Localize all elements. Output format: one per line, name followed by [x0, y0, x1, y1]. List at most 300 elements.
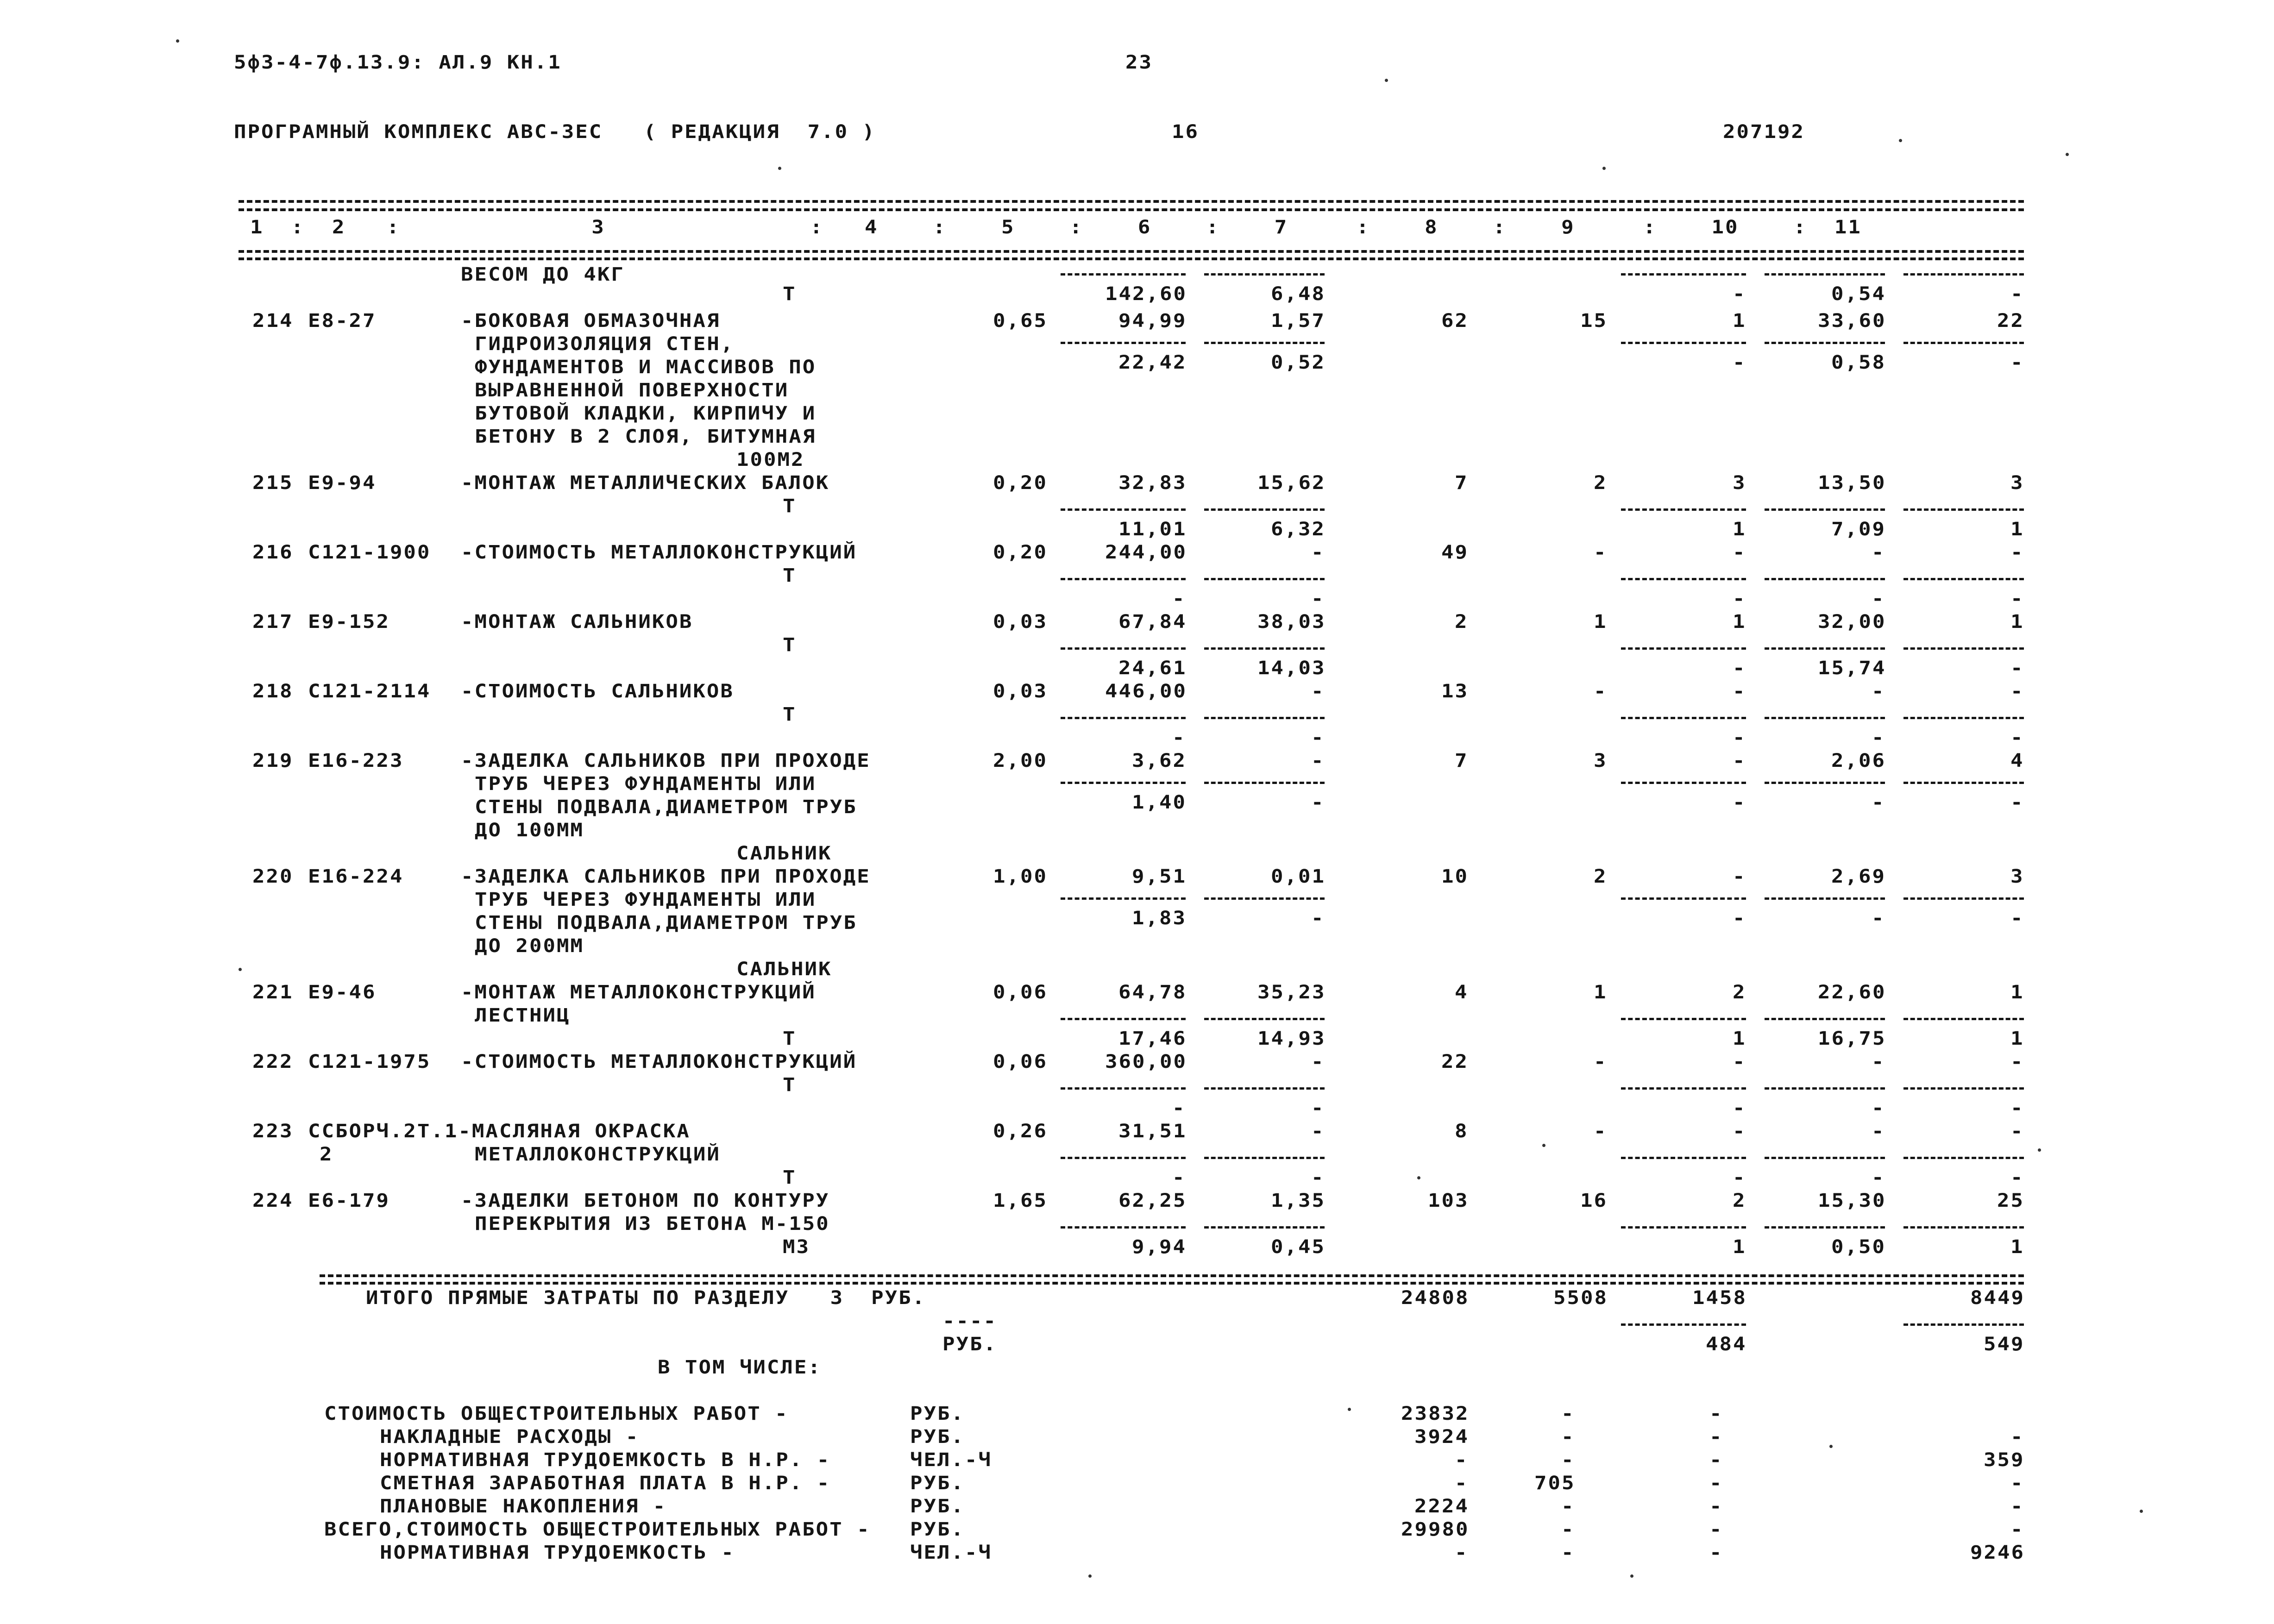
subtotal-rule: [1204, 1087, 1325, 1090]
cell-s1c: -: [1709, 1403, 1723, 1424]
cell-r224k2: 1: [2010, 1236, 2024, 1258]
subtotal-rule: [1621, 782, 1746, 784]
cell-r221d2: ЛЕСТНИЦ: [475, 1004, 571, 1026]
cell-r218w: -: [1733, 680, 1746, 702]
cell-s3d: 359: [1984, 1449, 2025, 1471]
cell-r218m: -: [1311, 680, 1325, 702]
cell-t2l: РУБ.: [942, 1333, 997, 1355]
cell-r224s: 103: [1428, 1190, 1469, 1211]
cell-r219k: 4: [2010, 750, 2024, 771]
subtotal-rule: [1621, 647, 1746, 650]
subtotal-rule: [1765, 647, 1885, 650]
subtotal-rule: [1765, 578, 1885, 580]
cell-r214d4: ВЫРАВНЕННОЙ ПОВЕРХНОСТИ: [475, 379, 789, 401]
cell-r224n: 224: [252, 1190, 294, 1211]
subtotal-rule: [1061, 717, 1186, 719]
cell-r215h: 13,50: [1818, 472, 1886, 494]
column-header: 1 : 2 : 3 : 4 : 5 : 6 : 7 : 8 : 9 : 10 : 11: [250, 216, 1862, 238]
cell-r219h: 2,06: [1831, 750, 1886, 771]
cell-r216m: -: [1311, 541, 1325, 563]
cell-r217c: Е9-152: [308, 611, 390, 633]
cell-r217m: 38,03: [1257, 611, 1326, 633]
cell-r214h: 33,60: [1818, 310, 1886, 332]
cell-c0b: 6,48: [1271, 283, 1325, 305]
subtotal-rule: [1204, 1018, 1325, 1020]
subtotal-rule: [1204, 273, 1325, 276]
cell-r224d1: -ЗАДЕЛКИ БЕТОНОМ ПО КОНТУРУ: [461, 1190, 830, 1211]
section-end-rule-2: [320, 1282, 2024, 1285]
cell-s4b: 705: [1534, 1472, 1576, 1494]
subtotal-rule: [1621, 1087, 1746, 1090]
subtotal-rule: [1903, 273, 2024, 276]
subtotal-rule: [1204, 508, 1325, 511]
cell-r223w2: -: [1733, 1166, 1746, 1188]
cell-r219h2: -: [1872, 791, 1885, 813]
subtotal-rule: [1204, 342, 1325, 344]
cell-r222w: -: [1733, 1051, 1746, 1072]
cell-r215s: 7: [1455, 472, 1469, 494]
cell-r216w: -: [1733, 541, 1746, 563]
cell-r216k: -: [2010, 541, 2024, 563]
cell-r223c: ССБОРЧ.2Т.1-МАСЛЯНАЯ ОКРАСКА: [308, 1120, 691, 1142]
cell-c0d: 0,54: [1831, 283, 1886, 305]
cell-s2l: НАКЛАДНЫЕ РАСХОДЫ -: [380, 1426, 640, 1448]
cell-r220c: Е16-224: [308, 865, 404, 887]
cell-r214d1: -БОКОВАЯ ОБМАЗОЧНАЯ: [461, 310, 721, 332]
cell-c0e: -: [2010, 283, 2024, 305]
cell-r224q: 1,65: [993, 1190, 1048, 1211]
cell-r217w2: -: [1733, 657, 1746, 679]
cell-c0u: Т: [783, 283, 797, 305]
cell-t1d: 8449: [1970, 1287, 2025, 1309]
cell-r223s: 8: [1455, 1120, 1469, 1142]
cell-r219e: 3: [1594, 750, 1608, 771]
scan-speck: [1630, 1574, 1633, 1578]
cell-r218m2: -: [1311, 727, 1325, 748]
cell-r216p: 244,00: [1105, 541, 1187, 563]
cell-r221m: 35,23: [1257, 981, 1326, 1003]
scan-speck: [1899, 139, 1902, 142]
subtotal-rule: [1765, 1018, 1885, 1020]
cell-r221q: 0,06: [993, 981, 1048, 1003]
cell-r216w2: -: [1733, 588, 1746, 609]
cell-s7u: ЧЕЛ.-Ч: [910, 1542, 992, 1563]
cell-r215w2: 1: [1733, 518, 1746, 540]
subtotal-rule: [1061, 1087, 1186, 1090]
cell-r223k2: -: [2010, 1166, 2024, 1188]
cell-r219c: Е16-223: [308, 750, 404, 771]
cell-r218s: 13: [1441, 680, 1469, 702]
cell-s3l: НОРМАТИВНАЯ ТРУДОЕМКОСТЬ В Н.Р. -: [380, 1449, 831, 1471]
cell-r222u: Т: [783, 1074, 797, 1096]
cell-s7b: -: [1561, 1542, 1575, 1563]
cell-r218k2: -: [2010, 727, 2024, 748]
cell-r220d3: СТЕНЫ ПОДВАЛА,ДИАМЕТРОМ ТРУБ: [475, 912, 857, 934]
cell-s3u: ЧЕЛ.-Ч: [910, 1449, 992, 1471]
subtotal-rule: [1621, 508, 1746, 511]
cell-r220d2: ТРУБ ЧЕРЕЗ ФУНДАМЕНТЫ ИЛИ: [475, 889, 817, 910]
cell-r221k2: 1: [2010, 1028, 2024, 1049]
cell-c0: ВЕСОМ ДО 4КГ: [461, 263, 625, 285]
cell-r221e: 1: [1594, 981, 1608, 1003]
subtotal-rule: [1903, 1018, 2024, 1020]
subtotal-rule: [1621, 717, 1746, 719]
cell-r221w: 2: [1733, 981, 1746, 1003]
subtotal-rule: [1903, 782, 2024, 784]
cell-s3c: -: [1709, 1449, 1723, 1471]
cell-s6c: -: [1709, 1518, 1723, 1540]
cell-r224e: 16: [1580, 1190, 1608, 1211]
cell-s4u: РУБ.: [910, 1472, 965, 1494]
subtotal-rule: [1061, 782, 1186, 784]
cell-r217u: Т: [783, 634, 797, 656]
cell-s6b: -: [1561, 1518, 1575, 1540]
cell-r220p2: 1,83: [1132, 907, 1187, 929]
cell-s6a: 29980: [1401, 1518, 1470, 1540]
subtotal-rule: [1903, 1226, 2024, 1229]
cell-r214n: 214: [252, 310, 294, 332]
cell-r224p2: 9,94: [1132, 1236, 1187, 1258]
subtotal-rule: [1204, 717, 1325, 719]
cell-r220p: 9,51: [1132, 865, 1187, 887]
subtotal-rule: [1765, 1226, 1885, 1229]
cell-s4l: СМЕТНАЯ ЗАРАБОТНАЯ ПЛАТА В Н.Р. -: [380, 1472, 831, 1494]
cell-r224h2: 0,50: [1831, 1236, 1886, 1258]
cell-r215m: 15,62: [1257, 472, 1326, 494]
cell-r216c: С121-1900: [308, 541, 431, 563]
cell-r218h2: -: [1872, 727, 1885, 748]
cell-r220u: САЛЬНИК: [736, 958, 832, 980]
cell-r223n: 223: [252, 1120, 294, 1142]
scan-speck: [1829, 1445, 1833, 1448]
scan-speck: [778, 167, 781, 170]
cell-r215m2: 6,32: [1271, 518, 1325, 540]
cell-r214e: 15: [1580, 310, 1608, 332]
cell-s5d: -: [2010, 1495, 2024, 1517]
subtotal-rule: [1061, 647, 1186, 650]
cell-r219n: 219: [252, 750, 294, 771]
subtotal-rule: [1061, 342, 1186, 344]
cell-r214w: 1: [1733, 310, 1746, 332]
cell-r221p: 64,78: [1118, 981, 1187, 1003]
cell-s5c: -: [1709, 1495, 1723, 1517]
cell-r214h2: 0,58: [1831, 351, 1886, 373]
cell-r214s: 62: [1441, 310, 1469, 332]
cell-s1a: 23832: [1401, 1403, 1470, 1424]
subtotal-rule: [1765, 1157, 1885, 1159]
cell-t2c: 484: [1706, 1333, 1747, 1355]
cell-r219d3: СТЕНЫ ПОДВАЛА,ДИАМЕТРОМ ТРУБ: [475, 796, 857, 818]
cell-r223h: -: [1872, 1120, 1885, 1142]
cell-s2a: 3924: [1414, 1426, 1469, 1448]
subtotal-rule: [1903, 342, 2024, 344]
cell-s7d: 9246: [1970, 1542, 2025, 1563]
cell-r224w: 2: [1733, 1190, 1746, 1211]
cell-r220d4: ДО 200ММ: [475, 935, 584, 957]
cell-s3b: -: [1561, 1449, 1575, 1471]
cell-r222m2: -: [1311, 1097, 1325, 1119]
cell-r222p: 360,00: [1105, 1051, 1187, 1072]
header-bottom-rule-2: [239, 257, 2024, 260]
cell-s1b: -: [1561, 1403, 1575, 1424]
subtotal-rule: [1061, 1226, 1186, 1229]
cell-r216e: -: [1594, 541, 1608, 563]
cell-r217k: 1: [2010, 611, 2024, 633]
cell-r221s: 4: [1455, 981, 1469, 1003]
scan-speck: [239, 968, 242, 971]
cell-r216n: 216: [252, 541, 294, 563]
cell-r221p2: 17,46: [1118, 1028, 1187, 1049]
subtotal-rule: [1621, 1157, 1746, 1159]
subtotal-rule: [1765, 342, 1885, 344]
subtotal-rule: [1204, 1157, 1325, 1159]
cell-r223m: -: [1311, 1120, 1325, 1142]
sheet-number: 16: [1172, 121, 1199, 143]
cell-s5a: 2224: [1414, 1495, 1469, 1517]
subtotal-rule: [1903, 897, 2024, 900]
cell-r223p: 31,51: [1118, 1120, 1187, 1142]
cell-t1l: ИТОГО ПРЯМЫЕ ЗАТРАТЫ ПО РАЗДЕЛУ 3 РУБ.: [366, 1287, 926, 1309]
cell-r221m2: 14,93: [1257, 1028, 1326, 1049]
subtotal-rule: [1621, 273, 1746, 276]
cell-r215n: 215: [252, 472, 294, 494]
cell-r221n: 221: [252, 981, 294, 1003]
cell-r222p2: -: [1172, 1097, 1186, 1119]
cell-r217h2: 15,74: [1818, 657, 1886, 679]
subtotal-rule: [1621, 578, 1746, 580]
cell-s7c: -: [1709, 1542, 1723, 1563]
section-end-rule: [320, 1274, 2024, 1277]
date-code: 207192: [1723, 121, 1805, 143]
scan-speck: [1348, 1408, 1351, 1411]
cell-r214d5: БУТОВОЙ КЛАДКИ, КИРПИЧУ И: [475, 402, 817, 424]
cell-r222e: -: [1594, 1051, 1608, 1072]
cell-r218e: -: [1594, 680, 1608, 702]
cell-r215p2: 11,01: [1118, 518, 1187, 540]
cell-s4c: -: [1709, 1472, 1723, 1494]
cell-r214d6: БЕТОНУ В 2 СЛОЯ, БИТУМНАЯ: [475, 426, 817, 447]
cell-r223w: -: [1733, 1120, 1746, 1142]
cell-r222c: С121-1975: [308, 1051, 431, 1072]
cell-r217n: 217: [252, 611, 294, 633]
cell-r223u: Т: [783, 1166, 797, 1188]
cell-s5b: -: [1561, 1495, 1575, 1517]
cell-s6u: РУБ.: [910, 1518, 965, 1540]
cell-r224m2: 0,45: [1271, 1236, 1325, 1258]
cell-r220q: 1,00: [993, 865, 1048, 887]
subtotal-rule: [1765, 897, 1885, 900]
cell-r221h: 22,60: [1818, 981, 1886, 1003]
cell-r214p2: 22,42: [1118, 351, 1187, 373]
cell-r222n: 222: [252, 1051, 294, 1072]
cell-r214m2: 0,52: [1271, 351, 1325, 373]
cell-r218d1: -СТОИМОСТЬ САЛЬНИКОВ: [461, 680, 734, 702]
cell-r217p: 67,84: [1118, 611, 1187, 633]
cell-s2c: -: [1709, 1426, 1723, 1448]
cell-r224u: М3: [783, 1236, 810, 1258]
cell-r224k: 25: [1997, 1190, 2024, 1211]
subtotal-rule: [1765, 782, 1885, 784]
cell-r221c: Е9-46: [308, 981, 377, 1003]
subtotal-rule: [1765, 1087, 1885, 1090]
cell-r215k2: 1: [2010, 518, 2024, 540]
cell-r219m2: -: [1311, 791, 1325, 813]
scan-speck: [1417, 1176, 1420, 1179]
cell-s5u: РУБ.: [910, 1495, 965, 1517]
cell-r216q: 0,20: [993, 541, 1048, 563]
cell-r222q: 0,06: [993, 1051, 1048, 1072]
subtotal-rule: [1204, 647, 1325, 650]
subtotal-rule: [1903, 1157, 2024, 1159]
cell-r216s: 49: [1441, 541, 1469, 563]
subtotal-rule: [1204, 578, 1325, 580]
cell-r219d4: ДО 100ММ: [475, 819, 584, 841]
cell-r223m2: -: [1311, 1166, 1325, 1188]
cell-r220w: -: [1733, 865, 1746, 887]
cell-t1b: 5508: [1553, 1287, 1608, 1309]
cell-r219s: 7: [1455, 750, 1469, 771]
cell-r219m: -: [1311, 750, 1325, 771]
scan-speck: [1602, 167, 1606, 170]
cell-r218w2: -: [1733, 727, 1746, 748]
cell-r215d1: -МОНТАЖ МЕТАЛЛИЧЕСКИХ БАЛОК: [461, 472, 830, 494]
subtotal-rule: [1204, 782, 1325, 784]
cell-r220d1: -ЗАДЕЛКА САЛЬНИКОВ ПРИ ПРОХОДЕ: [461, 865, 871, 887]
cell-r219d2: ТРУБ ЧЕРЕЗ ФУНДАМЕНТЫ ИЛИ: [475, 773, 817, 795]
cell-r218h: -: [1872, 680, 1885, 702]
cell-t2d: 549: [1984, 1333, 2025, 1355]
subtotal-rule: [1903, 717, 2024, 719]
cell-r221w2: 1: [1733, 1028, 1746, 1049]
cell-r215h2: 7,09: [1831, 518, 1886, 540]
cell-r222h2: -: [1872, 1097, 1885, 1119]
cell-c0c: -: [1733, 283, 1746, 305]
cell-r222k2: -: [2010, 1097, 2024, 1119]
header-bottom-rule: [239, 250, 2024, 253]
cell-r218q: 0,03: [993, 680, 1048, 702]
subtotal-rule: [1204, 1226, 1325, 1229]
cell-r224w2: 1: [1733, 1236, 1746, 1258]
cell-r224c: Е6-179: [308, 1190, 390, 1211]
subtotal-rule: [1903, 647, 2024, 650]
cell-s7a: -: [1455, 1542, 1469, 1563]
cell-r224d2: ПЕРЕКРЫТИЯ ИЗ БЕТОНА М-150: [475, 1213, 830, 1235]
cell-s7l: НОРМАТИВНАЯ ТРУДОЕМКОСТЬ -: [380, 1542, 735, 1563]
cell-r221h2: 16,75: [1818, 1028, 1886, 1049]
cell-r220s: 10: [1441, 865, 1469, 887]
subtotal-rule: [1903, 1323, 2024, 1326]
cell-r218n: 218: [252, 680, 294, 702]
cell-r223d2: МЕТАЛЛОКОНСТРУКЦИЙ: [475, 1143, 721, 1165]
table-top-rule: [239, 200, 2024, 203]
cell-r218p2: -: [1172, 727, 1186, 748]
subtotal-rule: [1061, 508, 1186, 511]
cell-t2dash: ----: [942, 1310, 997, 1332]
scan-speck: [176, 39, 179, 43]
cell-r220k: 3: [2010, 865, 2024, 887]
cell-s2b: -: [1561, 1426, 1575, 1448]
cell-r223h2: -: [1872, 1166, 1885, 1188]
document-code: 5ф3-4-7ф.13.9: АЛ.9 КН.1: [234, 51, 562, 73]
cell-s1u: РУБ.: [910, 1403, 965, 1424]
cell-r219p: 3,62: [1132, 750, 1187, 771]
cell-t1c: 1458: [1692, 1287, 1747, 1309]
subtotal-rule: [1903, 1087, 2024, 1090]
scan-speck: [2066, 153, 2069, 156]
cell-c0a: 142,60: [1105, 283, 1187, 305]
cell-r224h: 15,30: [1818, 1190, 1886, 1211]
cell-r223c2: 2: [320, 1143, 333, 1165]
cell-s2d: -: [2010, 1426, 2024, 1448]
scan-speck: [1542, 1144, 1545, 1147]
cell-r220h2: -: [1872, 907, 1885, 929]
cell-r217s: 2: [1455, 611, 1469, 633]
cell-t3l: В ТОМ ЧИСЛЕ:: [658, 1356, 822, 1378]
cell-r217d1: -МОНТАЖ САЛЬНИКОВ: [461, 611, 693, 633]
cell-r223e: -: [1594, 1120, 1608, 1142]
cell-r221k: 1: [2010, 981, 2024, 1003]
cell-r214k: 22: [1997, 310, 2024, 332]
subtotal-rule: [1061, 578, 1186, 580]
subtotal-rule: [1765, 508, 1885, 511]
cell-r222m: -: [1311, 1051, 1325, 1072]
cell-r216k2: -: [2010, 588, 2024, 609]
cell-r218p: 446,00: [1105, 680, 1187, 702]
cell-r217k2: -: [2010, 657, 2024, 679]
subtotal-rule: [1621, 897, 1746, 900]
cell-r214q: 0,65: [993, 310, 1048, 332]
cell-r220h: 2,69: [1831, 865, 1886, 887]
subtotal-rule: [1061, 273, 1186, 276]
cell-r222k: -: [2010, 1051, 2024, 1072]
cell-r220k2: -: [2010, 907, 2024, 929]
subtotal-rule: [1903, 508, 2024, 511]
cell-s4d: -: [2010, 1472, 2024, 1494]
cell-r214w2: -: [1733, 351, 1746, 373]
cell-r214u: 100М2: [736, 449, 805, 470]
cell-r217p2: 24,61: [1118, 657, 1187, 679]
scan-speck: [2038, 1148, 2041, 1152]
cell-r216m2: -: [1311, 588, 1325, 609]
cell-s6l: ВСЕГО,СТОИМОСТЬ ОБЩЕСТРОИТЕЛЬНЫХ РАБОТ -: [324, 1518, 871, 1540]
cell-r215u: Т: [783, 495, 797, 517]
cell-r221u: Т: [783, 1028, 797, 1049]
subtotal-rule: [1061, 1018, 1186, 1020]
subtotal-rule: [1765, 717, 1885, 719]
cell-r219u: САЛЬНИК: [736, 842, 832, 864]
cell-r217q: 0,03: [993, 611, 1048, 633]
cell-r218c: С121-2114: [308, 680, 431, 702]
cell-r217h: 32,00: [1818, 611, 1886, 633]
cell-r219p2: 1,40: [1132, 791, 1187, 813]
cell-r219w2: -: [1733, 791, 1746, 813]
cell-r215q: 0,20: [993, 472, 1048, 494]
subtotal-rule: [1621, 1323, 1746, 1326]
cell-r217e: 1: [1594, 611, 1608, 633]
cell-r223q: 0,26: [993, 1120, 1048, 1142]
cell-r214m: 1,57: [1271, 310, 1325, 332]
cell-r219w: -: [1733, 750, 1746, 771]
cell-r218k: -: [2010, 680, 2024, 702]
subtotal-rule: [1061, 1157, 1186, 1159]
cell-s4a: -: [1455, 1472, 1469, 1494]
cell-r222w2: -: [1733, 1097, 1746, 1119]
cell-r220m: 0,01: [1271, 865, 1325, 887]
subtotal-rule: [1204, 897, 1325, 900]
subtotal-rule: [1621, 342, 1746, 344]
cell-r221d1: -МОНТАЖ МЕТАЛЛОКОНСТРУКЦИЙ: [461, 981, 816, 1003]
cell-r217w: 1: [1733, 611, 1746, 633]
